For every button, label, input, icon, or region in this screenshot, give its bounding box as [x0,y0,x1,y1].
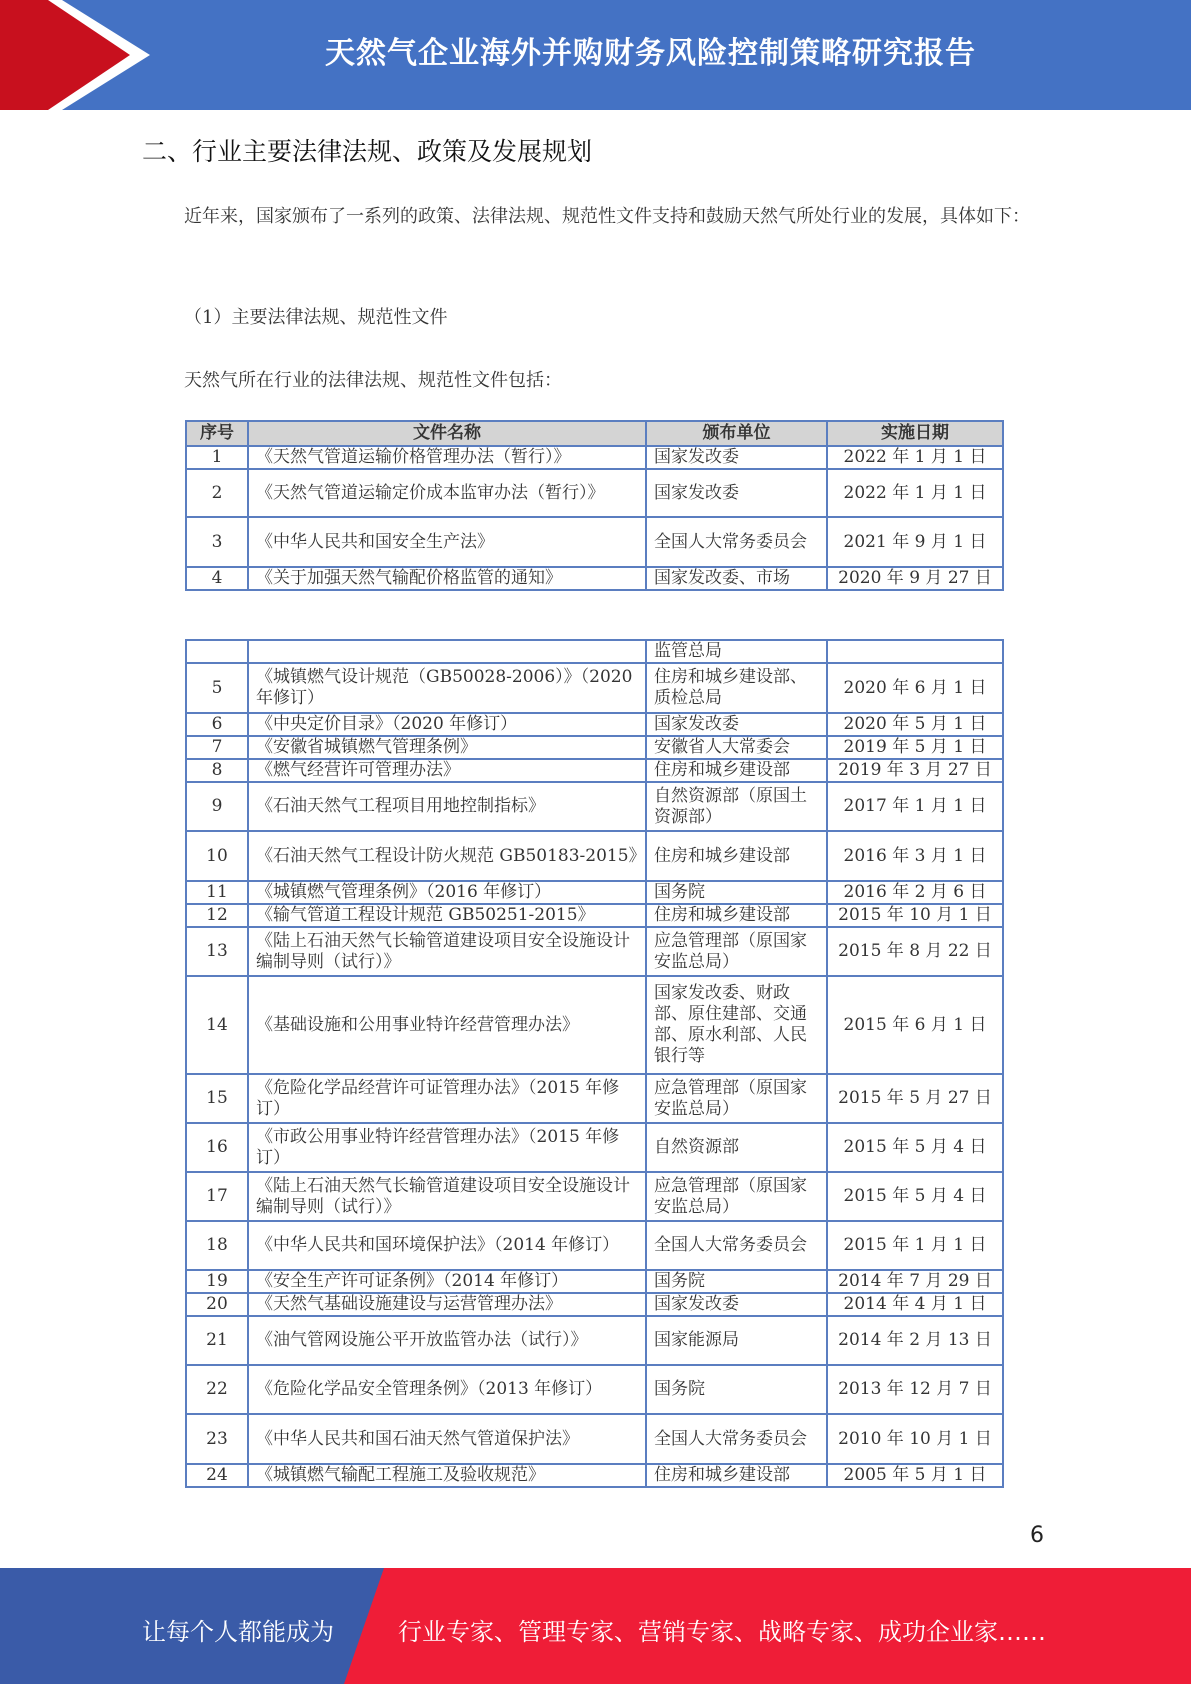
cell-date: 2022 年 1 月 1 日 [827,446,1003,469]
table-row [186,1293,1003,1316]
table-row [186,1365,1003,1414]
cell-name [248,640,646,663]
cell-no: 24 [186,1464,248,1487]
cell-no: 12 [186,904,248,927]
cell-name: 《陆上石油天然气长输管道建设项目安全设施设计编制导则（试行）》 [248,927,646,976]
cell-no: 5 [186,663,248,713]
cell-date: 2015 年 6 月 1 日 [827,976,1003,1074]
cell-name: 《输气管道工程设计规范 GB50251-2015》 [248,904,646,927]
cell-no: 6 [186,713,248,736]
cell-date: 2020 年 5 月 1 日 [827,713,1003,736]
cell-issuer: 全国人大常务委员会 [646,1221,827,1270]
section-title: 二、行业主要法律法规、政策及发展规划 [142,137,593,166]
cell-no: 21 [186,1316,248,1365]
cell-no: 13 [186,927,248,976]
cell-date: 2020 年 9 月 27 日 [827,567,1003,590]
regulations-table-part1 [185,420,1004,591]
cell-no: 20 [186,1293,248,1316]
cell-issuer: 国务院 [646,1270,827,1293]
table-row [186,1172,1003,1221]
table-row [186,663,1003,713]
cell-date: 2019 年 5 月 1 日 [827,736,1003,759]
cell-name: 《天然气管道运输定价成本监审办法（暂行）》 [248,469,646,517]
table-row [186,1123,1003,1172]
cell-name: 《安徽省城镇燃气管理条例》 [248,736,646,759]
table-row [186,469,1003,517]
cell-no: 8 [186,759,248,782]
cell-issuer: 自然资源部 [646,1123,827,1172]
subheading: （1）主要法律法规、规范性文件 [184,307,448,328]
table-row [186,1464,1003,1487]
table-header-row [186,421,1003,446]
table-row [186,1074,1003,1123]
cell-name: 《危险化学品安全管理条例》（2013 年修订） [248,1365,646,1414]
footer-slogan-left: 让每个人都能成为 [142,1618,334,1646]
cell-date: 2015 年 10 月 1 日 [827,904,1003,927]
cell-date: 2016 年 2 月 6 日 [827,881,1003,904]
cell-name: 《中华人民共和国安全生产法》 [248,517,646,567]
cell-name: 《危险化学品经营许可证管理办法》（2015 年修订） [248,1074,646,1123]
cell-issuer: 国务院 [646,881,827,904]
cell-date: 2015 年 8 月 22 日 [827,927,1003,976]
cell-issuer: 安徽省人大常委会 [646,736,827,759]
cell-date: 2014 年 2 月 13 日 [827,1316,1003,1365]
table-row [186,782,1003,831]
header-issuer: 颁布单位 [646,421,827,446]
cell-no: 23 [186,1414,248,1464]
cell-name: 《城镇燃气设计规范（GB50028-2006）》（2020 年修订） [248,663,646,713]
cell-no: 7 [186,736,248,759]
table-row [186,736,1003,759]
cell-no: 10 [186,831,248,881]
cell-name: 《石油天然气工程设计防火规范 GB50183-2015》 [248,831,646,881]
cell-name: 《燃气经营许可管理办法》 [248,759,646,782]
cell-name: 《基础设施和公用事业特许经营管理办法》 [248,976,646,1074]
table-body-part1 [186,446,1003,590]
cell-issuer: 住房和城乡建设部 [646,1464,827,1487]
page-footer [0,1568,1191,1684]
table-row [186,881,1003,904]
cell-name: 《油气管网设施公平开放监管办法（试行）》 [248,1316,646,1365]
cell-date: 2020 年 6 月 1 日 [827,663,1003,713]
cell-issuer: 国家发改委、市场 [646,567,827,590]
table-row [186,976,1003,1074]
table-row [186,567,1003,590]
cell-no: 11 [186,881,248,904]
page-number: 6 [1030,1523,1044,1548]
table-row [186,1316,1003,1365]
cell-date: 2013 年 12 月 7 日 [827,1365,1003,1414]
table-row [186,831,1003,881]
cell-issuer: 住房和城乡建设部 [646,759,827,782]
cell-issuer: 国家发改委 [646,713,827,736]
cell-issuer: 应急管理部（原国家安监总局） [646,927,827,976]
cell-issuer: 国家发改委、财政部、原住建部、交通部、原水利部、人民银行等 [646,976,827,1074]
footer-slogan-right: 行业专家、管理专家、营销专家、战略专家、成功企业家…… [398,1618,1046,1646]
header-date: 实施日期 [827,421,1003,446]
cell-no: 16 [186,1123,248,1172]
cell-no: 3 [186,517,248,567]
cell-issuer: 国家发改委 [646,446,827,469]
cell-name: 《天然气管道运输价格管理办法（暂行）》 [248,446,646,469]
cell-date: 2017 年 1 月 1 日 [827,782,1003,831]
cell-issuer: 应急管理部（原国家安监总局） [646,1074,827,1123]
cell-date: 2015 年 5 月 27 日 [827,1074,1003,1123]
cell-no: 2 [186,469,248,517]
table-row [186,927,1003,976]
cell-name: 《城镇燃气管理条例》（2016 年修订） [248,881,646,904]
lead-paragraph: 天然气所在行业的法律法规、规范性文件包括： [184,370,562,391]
cell-issuer: 监管总局 [646,640,827,663]
table-row [186,446,1003,469]
header-chevron-decoration [0,0,160,110]
table-row [186,1414,1003,1464]
page-header [0,0,1191,110]
report-title: 天然气企业海外并购财务风险控制策略研究报告 [325,36,976,71]
header-name: 文件名称 [248,421,646,446]
cell-name: 《中央定价目录》（2020 年修订） [248,713,646,736]
cell-issuer: 全国人大常务委员会 [646,1414,827,1464]
table-row [186,904,1003,927]
table-row [186,517,1003,567]
cell-issuer: 国家发改委 [646,1293,827,1316]
cell-no: 15 [186,1074,248,1123]
cell-name: 《石油天然气工程项目用地控制指标》 [248,782,646,831]
cell-date: 2014 年 4 月 1 日 [827,1293,1003,1316]
cell-date: 2022 年 1 月 1 日 [827,469,1003,517]
cell-name: 《安全生产许可证条例》（2014 年修订） [248,1270,646,1293]
cell-date: 2015 年 5 月 4 日 [827,1172,1003,1221]
regulations-table-part2 [185,639,1004,1488]
table-row [186,640,1003,663]
cell-name: 《关于加强天然气输配价格监管的通知》 [248,567,646,590]
cell-issuer: 住房和城乡建设部 [646,904,827,927]
cell-no: 1 [186,446,248,469]
cell-no [186,640,248,663]
cell-name: 《天然气基础设施建设与运营管理办法》 [248,1293,646,1316]
cell-name: 《陆上石油天然气长输管道建设项目安全设施设计编制导则（试行）》 [248,1172,646,1221]
cell-date: 2016 年 3 月 1 日 [827,831,1003,881]
cell-date: 2005 年 5 月 1 日 [827,1464,1003,1487]
cell-name: 《城镇燃气输配工程施工及验收规范》 [248,1464,646,1487]
cell-issuer: 国家能源局 [646,1316,827,1365]
cell-name: 《市政公用事业特许经营管理办法》（2015 年修订） [248,1123,646,1172]
header-no: 序号 [186,421,248,446]
cell-no: 9 [186,782,248,831]
cell-no: 18 [186,1221,248,1270]
cell-no: 22 [186,1365,248,1414]
cell-no: 4 [186,567,248,590]
cell-date [827,640,1003,663]
table-body-part2 [186,640,1003,1487]
intro-paragraph: 近年来，国家颁布了一系列的政策、法律法规、规范性文件支持和鼓励天然气所处行业的发展，具体如下： [184,206,1030,227]
cell-date: 2015 年 1 月 1 日 [827,1221,1003,1270]
cell-date: 2021 年 9 月 1 日 [827,517,1003,567]
cell-issuer: 国家发改委 [646,469,827,517]
cell-issuer: 全国人大常务委员会 [646,517,827,567]
cell-name: 《中华人民共和国石油天然气管道保护法》 [248,1414,646,1464]
table-row [186,1270,1003,1293]
table-row [186,759,1003,782]
cell-issuer: 自然资源部（原国土资源部） [646,782,827,831]
cell-issuer: 应急管理部（原国家安监总局） [646,1172,827,1221]
cell-no: 19 [186,1270,248,1293]
cell-date: 2014 年 7 月 29 日 [827,1270,1003,1293]
table-row [186,1221,1003,1270]
cell-no: 14 [186,976,248,1074]
cell-date: 2015 年 5 月 4 日 [827,1123,1003,1172]
cell-issuer: 住房和城乡建设部、质检总局 [646,663,827,713]
cell-name: 《中华人民共和国环境保护法》（2014 年修订） [248,1221,646,1270]
cell-no: 17 [186,1172,248,1221]
table-row [186,713,1003,736]
cell-date: 2010 年 10 月 1 日 [827,1414,1003,1464]
cell-issuer: 国务院 [646,1365,827,1414]
cell-issuer: 住房和城乡建设部 [646,831,827,881]
cell-date: 2019 年 3 月 27 日 [827,759,1003,782]
